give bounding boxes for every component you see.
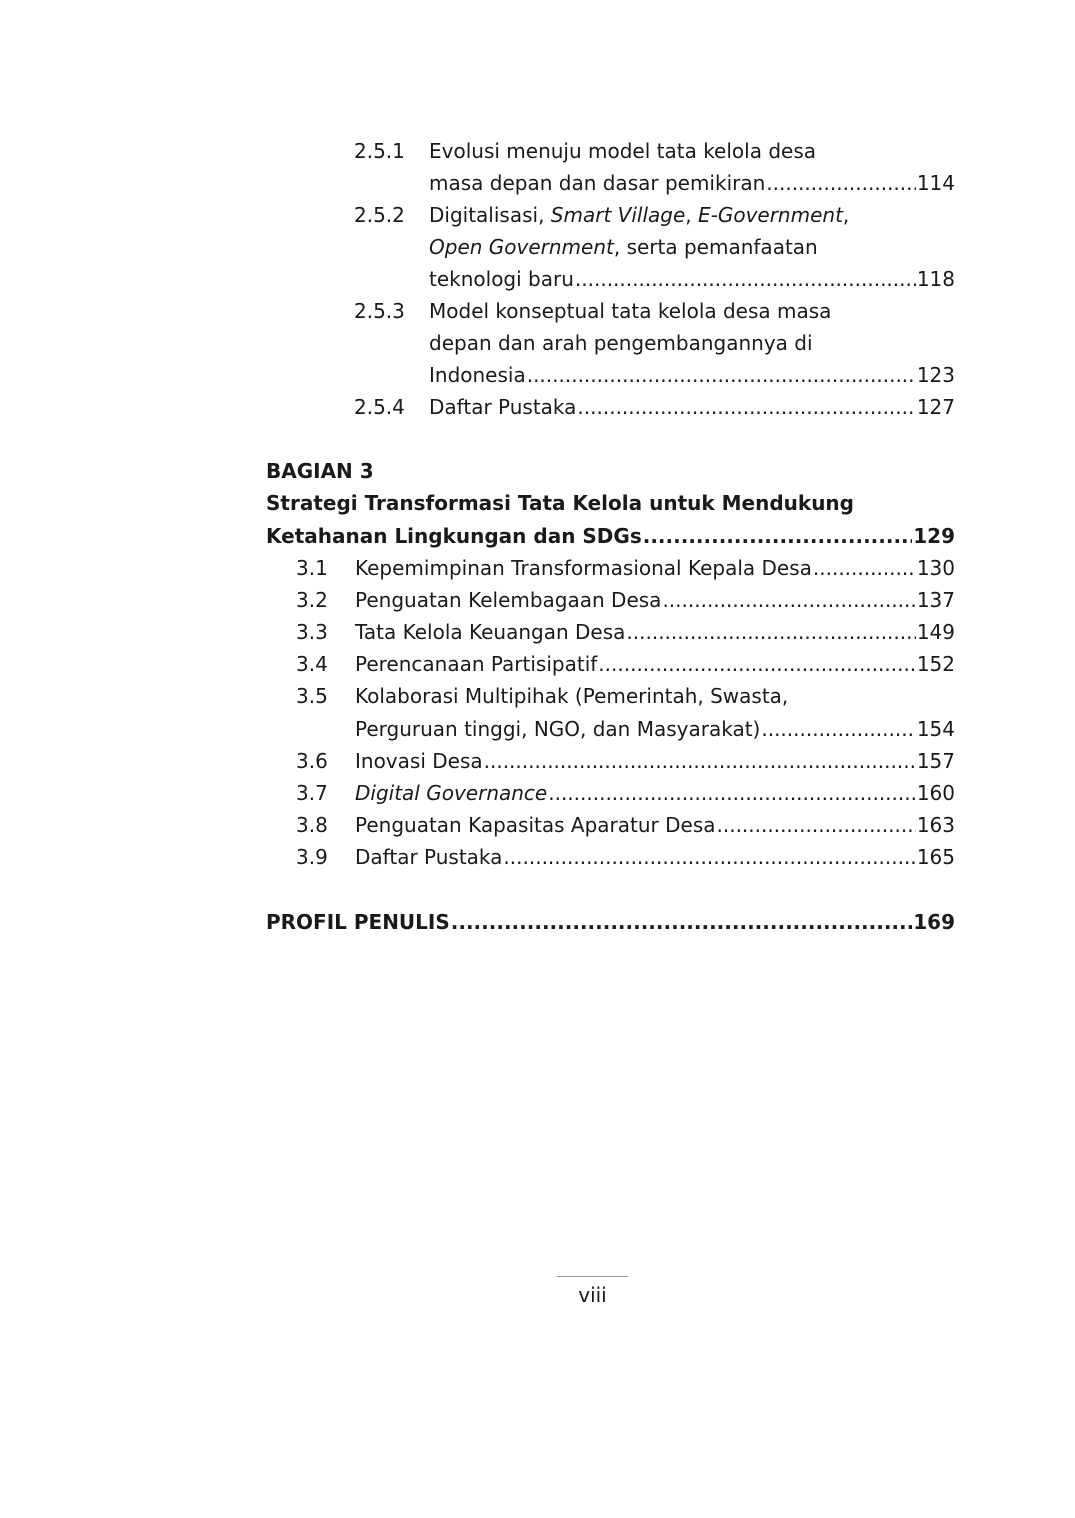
toc-text: Penguatan Kelembagaan Desa [355, 588, 662, 612]
section-title-text: Ketahanan Lingkungan dan SDGs [266, 524, 642, 548]
toc-item-3-2[interactable] [355, 584, 955, 616]
toc-text-italic: Open Government [429, 235, 614, 259]
toc-text-italic: E-Government [697, 203, 843, 227]
toc-text: PROFIL PENULIS [266, 910, 450, 934]
toc-number: 3.3 [296, 620, 328, 644]
toc-text: Tata Kelola Keuangan Desa [355, 620, 626, 644]
toc-item-3-4[interactable] [355, 648, 955, 680]
toc-text: Kepemimpinan Transformasional Kepala Desa [355, 556, 812, 580]
toc-text-part: Digitalisasi, [429, 203, 551, 227]
toc-page-number: 127 [916, 395, 955, 419]
dot-leader [761, 713, 915, 745]
toc-page-number: 157 [916, 749, 955, 773]
toc-number: 3.1 [296, 556, 328, 580]
toc-page-number: 118 [916, 267, 955, 291]
dot-leader [598, 648, 916, 680]
dot-leader [766, 167, 916, 199]
toc-page-number: 163 [916, 813, 955, 837]
toc-item-3-5-number [296, 680, 351, 712]
dot-leader [527, 359, 916, 391]
section-label-text: BAGIAN 3 [266, 459, 374, 483]
dot-leader [548, 777, 916, 809]
toc-item-2-5-1-line1[interactable] [429, 135, 955, 167]
toc-number: 3.7 [296, 781, 328, 805]
section-title-line2[interactable] [266, 520, 955, 552]
toc-item-3-5-line1[interactable] [355, 680, 955, 712]
toc-item-3-8[interactable] [355, 809, 955, 841]
toc-page-number: 169 [913, 910, 955, 934]
toc-text: Indonesia [429, 363, 526, 387]
toc-number: 2.5.2 [354, 203, 405, 227]
dot-leader [503, 841, 915, 873]
toc-item-3-3-number [296, 616, 351, 648]
toc-text: Kolaborasi Multipihak (Pemerintah, Swasta, [355, 684, 789, 708]
toc-text: Daftar Pustaka [355, 845, 503, 869]
toc-text: Evolusi menuju model tata kelola desa [429, 139, 817, 163]
dot-leader [575, 263, 916, 295]
toc-page-number: 129 [913, 524, 955, 548]
toc-number: 3.5 [296, 684, 328, 708]
toc-page-number: 123 [916, 363, 955, 387]
toc-page-number: 160 [916, 781, 955, 805]
toc-number: 3.8 [296, 813, 328, 837]
dot-leader [662, 584, 915, 616]
footer-divider [557, 1276, 628, 1277]
toc-item-3-9-number [296, 841, 351, 873]
dot-leader [813, 552, 916, 584]
toc-text: masa depan dan dasar pemikiran [429, 171, 766, 195]
toc-item-3-2-number [296, 584, 351, 616]
toc-item-3-6-number [296, 745, 351, 777]
toc-text: Daftar Pustaka [429, 395, 577, 419]
toc-item-3-9[interactable] [355, 841, 955, 873]
toc-page-number: 137 [916, 588, 955, 612]
section-label [266, 455, 955, 487]
toc-number: 2.5.3 [354, 299, 405, 323]
toc-item-3-1[interactable] [355, 552, 955, 584]
toc-item-2-5-4[interactable] [429, 391, 955, 423]
toc-item-2-5-2-line3[interactable] [429, 263, 955, 295]
toc-page-number: 165 [916, 845, 955, 869]
toc-text-italic: Digital Governance [355, 781, 548, 805]
toc-item-3-8-number [296, 809, 351, 841]
toc-number: 3.2 [296, 588, 328, 612]
toc-item-2-5-4-number [354, 391, 424, 423]
toc-text: Perencanaan Partisipatif [355, 652, 598, 676]
toc-item-2-5-3-line1[interactable] [429, 295, 955, 327]
toc-item-2-5-2-line2[interactable] [429, 231, 955, 263]
toc-item-2-5-3-number [354, 295, 424, 327]
toc-item-3-7-number [296, 777, 351, 809]
toc-text: Penguatan Kapasitas Aparatur Desa [355, 813, 716, 837]
toc-item-2-5-3-line2[interactable] [429, 327, 955, 359]
toc-text: teknologi baru [429, 267, 574, 291]
toc-text-part: , [685, 203, 698, 227]
toc-page-number: 154 [916, 717, 955, 741]
dot-leader [643, 520, 913, 552]
toc-text: depan dan arah pengembangannya di [429, 331, 813, 355]
toc-item-3-1-number [296, 552, 351, 584]
dot-leader [577, 391, 915, 423]
toc-text: Model konseptual tata kelola desa masa [429, 299, 832, 323]
section-title-text: Strategi Transformasi Tata Kelola untuk Mendukung [266, 491, 854, 515]
toc-number: 3.9 [296, 845, 328, 869]
toc-number: 3.4 [296, 652, 328, 676]
dot-leader [626, 616, 915, 648]
toc-item-3-6[interactable] [355, 745, 955, 777]
toc-text-part: , [842, 203, 850, 227]
toc-page-number: 149 [916, 620, 955, 644]
toc-number: 3.6 [296, 749, 328, 773]
toc-text-italic: Smart Village [550, 203, 686, 227]
toc-item-3-7[interactable] [355, 777, 955, 809]
page-number: viii [578, 1283, 607, 1307]
toc-text-part: , serta pemanfaatan [613, 235, 818, 259]
dot-leader [717, 809, 916, 841]
toc-text: Perguruan tinggi, NGO, dan Masyarakat) [355, 717, 761, 741]
toc-page-number: 152 [916, 652, 955, 676]
toc-item-3-3[interactable] [355, 616, 955, 648]
toc-item-2-5-3-line3[interactable] [429, 359, 955, 391]
toc-number: 2.5.4 [354, 395, 405, 419]
toc-page-number: 130 [916, 556, 955, 580]
toc-profil-penulis[interactable] [266, 906, 955, 938]
toc-item-2-5-1-line2[interactable] [429, 167, 955, 199]
toc-item-2-5-2-line1[interactable] [429, 199, 955, 231]
toc-text: Inovasi Desa [355, 749, 483, 773]
toc-number: 2.5.1 [354, 139, 405, 163]
toc-item-2-5-2-number [354, 199, 424, 231]
section-title-line1[interactable] [266, 487, 955, 519]
toc-page-number: 114 [916, 171, 955, 195]
toc-item-3-5-line2[interactable] [355, 713, 955, 745]
dot-leader [451, 906, 912, 938]
toc-text [429, 199, 849, 231]
dot-leader [484, 745, 916, 777]
toc-item-3-4-number [296, 648, 351, 680]
